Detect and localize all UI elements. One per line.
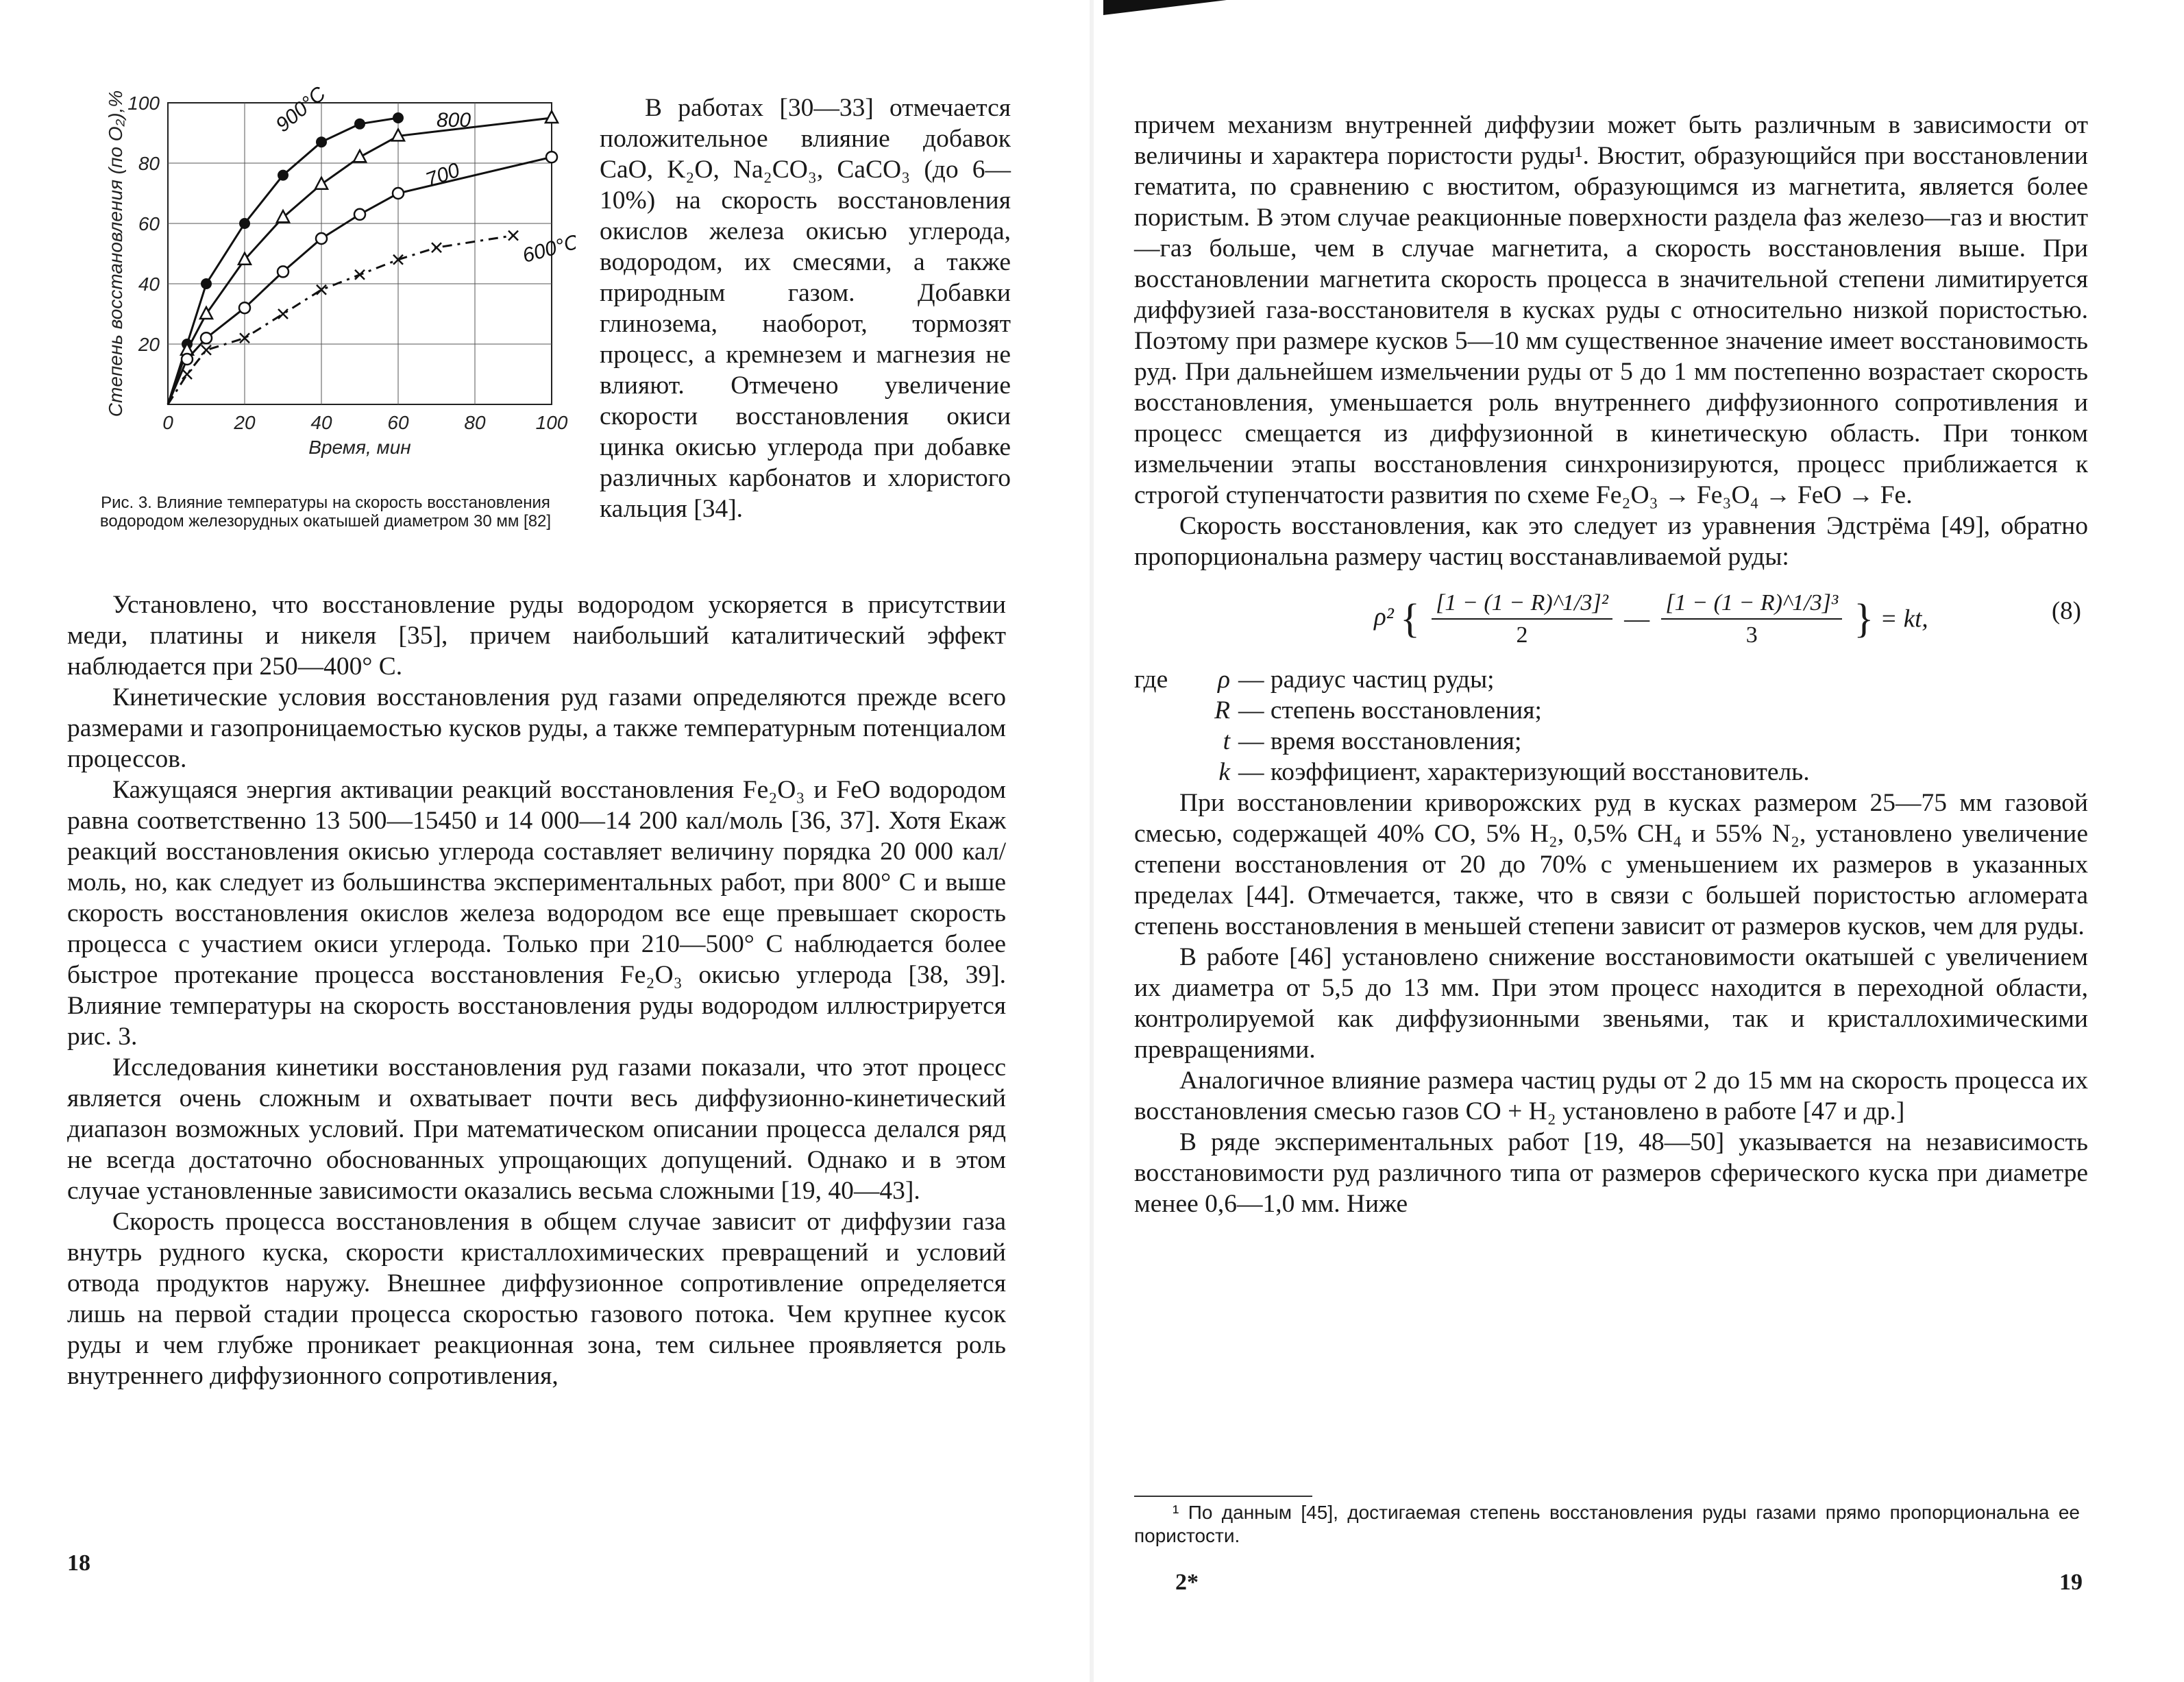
paragraph: Скорость процесса восстановления в общем случае зависит от диффузии газа внутрь рудного куска, скорости кристаллохимических превращений и условий отвода продуктов наружу. Внешнее диффузионное сопротивление определяется лишь на первой стадии процесса скоростью газового потока. Чем крупнее кусок руды и чем глубже проникает реакционная зона, тем сильнее проявляется роль внутреннего диффузионного сопротивления, xyxy=(67,1208,1006,1390)
curve-label: 900°C xyxy=(271,82,330,137)
data-point xyxy=(278,170,289,181)
y-tick-label: 60 xyxy=(138,213,160,234)
x-tick-label: 40 xyxy=(310,412,332,433)
data-point xyxy=(239,218,250,229)
edstrom-equation xyxy=(1134,575,2088,657)
data-point xyxy=(545,111,558,123)
paragraph: Исследования кинетики восстановления руд газами показали, что этот процесс является очень сложным и охватывает почти весь диффузионно-кинетический диапазон возможных условий. При математическом описании процесса делался ряд не всегда достаточно обоснованных упрощающих допущений. Однако и в этом случае установленные зависимости оказались весьма сложными [19, 40—43]. xyxy=(67,1053,1006,1205)
paragraph: причем механизм внутренней диффузии может быть различным в зависимости от величины и характера пористости руды¹. Вюстит, образующийся при восстановлении гематита, по сравнению с вюститом, образующимся из магнетита, является более пористым. В этом случае реакционные поверхности раздела фаз железо—газ и вюстит—газ больше, чем в случае магнетита, а скорость восстановления выше. При восстановлении магнетита скорость процесса в значительной степени лимитируется диффузией газа-восстановителя в кусках руды с относительно низкой пористостью. Поэтому при размере кусков 5—10 мм существенное значение имеет восстановимость руд. При дальнейшем измельчении руды от 5 до 1 мм постепенно возрастает скорость восстановления, уменьшается роль внутреннего диффузионного сопротивления и процесс смещается из диффузионной в кинетическую область. При тонком измельчении этапы восстановления синхронизируются, процесс приближается к строгой ступенчатости развития по схеме Fe₂O₃ → Fe₃O₄ → FeO → Fe. xyxy=(1134,111,2088,509)
legend-text: — радиус частиц руды; xyxy=(1238,666,1495,694)
data-point xyxy=(354,209,365,220)
data-point xyxy=(354,119,365,130)
page-number-left: 18 xyxy=(67,1550,90,1576)
figure-3 xyxy=(96,82,576,562)
legend-symbol: ρ xyxy=(1218,666,1230,694)
legend-text: — время восстановления; xyxy=(1238,727,1522,755)
paragraph: Аналогичное влияние размера частиц руды от 2 до 15 мм на скорость процесса их восстановления смесью газов CO + H₂ установлено в работе [47 и др.] xyxy=(1134,1067,2088,1125)
curve-label: 800 xyxy=(437,109,471,132)
curve-label: 700 xyxy=(422,158,463,192)
legend-row xyxy=(1134,695,2088,726)
equation-rhs: = kt, xyxy=(1880,605,1928,633)
fraction-1 xyxy=(1432,587,1612,650)
footnote: ¹ По данным [45], достигаемая степень восстановления руды газами прямо пропорциональна ее пористости. xyxy=(1134,1502,2080,1546)
where-label: где xyxy=(1134,666,1168,694)
data-point xyxy=(278,266,289,277)
x-tick-label: 80 xyxy=(464,412,486,433)
series-line xyxy=(168,157,552,404)
page-number-right: 19 xyxy=(2059,1570,2083,1595)
y-tick-label: 100 xyxy=(127,93,160,114)
paragraph: Кажущаяся энергия активации реакций восстановления Fe₂O₃ и FeO водородом равна соответственно 13 500—15450 и 14 000—14 200 кал/моль [36, 37]. Хотя Eкаж реакций восстановления окисью углерода составляет величину порядка 20 000 кал/моль, но, как следует из большинства экспериментальных работ, при 800° С и выше скорость восстановления окислов железа водородом все еще превышает скорость процесса с участием окиси углерода. Только при 210—500° С наблюдается более быстрое протекание процесса восстановления Fe₂O₃ окисью углерода [38, 39]. Влияние температуры на скорость восстановления руды водородом иллюстрируется рис. 3. xyxy=(67,776,1006,1051)
data-point xyxy=(393,188,404,199)
symbol-legend xyxy=(1134,664,2088,788)
legend-text: — коэффициент, характеризующий восстановитель. xyxy=(1238,758,1810,786)
x-tick-label: 100 xyxy=(535,412,568,433)
curve-label: 600°C xyxy=(520,230,576,267)
paragraph: В ряде экспериментальных работ [19, 48—50] указывается на независимость восстановимости руд различного типа от размеров сферического куска при диаметре менее 0,6—1,0 мм. Ниже xyxy=(1134,1128,2088,1218)
data-point xyxy=(315,178,328,189)
reduction-chart xyxy=(96,82,576,562)
x-tick-label: 60 xyxy=(387,412,409,433)
data-point xyxy=(239,302,250,313)
y-tick-label: 20 xyxy=(138,334,160,355)
data-point xyxy=(201,345,211,355)
y-tick-label: 40 xyxy=(138,273,160,295)
fraction-1-denominator: 2 xyxy=(1516,622,1528,648)
paragraph: Кинетические условия восстановления руд газами определяются прежде всего размерами и газопроницаемостью кусков руды, а также температурным потенциалом процессов. xyxy=(67,683,1006,773)
x-tick-label: 0 xyxy=(162,412,173,433)
data-point xyxy=(182,354,193,365)
x-axis-label: Время, мин xyxy=(308,437,411,458)
data-point xyxy=(277,210,289,222)
right-page xyxy=(1092,0,2184,1682)
data-point xyxy=(278,309,288,319)
footnote-rule xyxy=(1134,1496,1312,1497)
data-point xyxy=(432,243,441,252)
fraction-1-numerator: [1 − (1 − R)^1/3]² xyxy=(1432,587,1612,620)
legend-symbol: R xyxy=(1214,696,1230,724)
legend-text: — степень восстановления; xyxy=(1238,696,1542,724)
paragraph: В работах [30—33] отмечается положительное влияние добавок CaO, K₂O, Na₂CO₃, CaCO₃ (до 6—10%) на скорость восстановления окислов железа окисью углерода, водородом, их смесями, а также природным газом. Добавки глинозема, наоборот, тормозят процесс, а кремнезем и магнезия не влияют. Отмечено увеличение скорости восстановления окиси цинка окисью углерода при добавке различных карбонатов и хлористого кальция [34]. xyxy=(600,94,1011,523)
legend-symbol: k xyxy=(1218,758,1230,786)
legend-symbol: t xyxy=(1223,727,1230,755)
data-point xyxy=(393,112,404,123)
paragraph: Скорость восстановления, как это следует из уравнения Эдстрёма [49], обратно пропорциональна размеру частиц восстанавливаемой руды: xyxy=(1134,512,2088,571)
data-point xyxy=(508,231,518,241)
data-point xyxy=(546,151,557,162)
paragraph: В работе [46] установлено снижение восстановимости окатышей с увеличением их диаметра от 5,5 до 13 мм. При этом процесс находится в переходной области, контролируемой как диффузионными звеньями, так и кристаллохимическими превращениями. xyxy=(1134,943,2088,1064)
legend-row xyxy=(1134,664,2088,695)
paragraph: Установлено, что восстановление руды водородом ускоряется в присутствии меди, платины и никеля [35], причем наибольший каталитический эффект наблюдается при 250—400° С. xyxy=(67,591,1006,681)
legend-row xyxy=(1134,757,2088,788)
fraction-2 xyxy=(1661,587,1842,650)
fraction-2-denominator: 3 xyxy=(1745,622,1758,648)
data-point xyxy=(182,369,192,379)
equation-body: ρ² { $\frac{\text{[1 − (1 − R)\textasciicircum{}1/3]²}}{2}$ — $\frac{\text{[1 − (1 − R)\textasciicircum{}1/3]³}}{3}$ } = kt, xyxy=(1374,587,1928,650)
data-point xyxy=(201,278,212,289)
equation-number: (8) xyxy=(2051,597,2081,625)
x-tick-label: 20 xyxy=(234,412,256,433)
data-point xyxy=(354,150,366,162)
y-tick-label: 80 xyxy=(138,153,160,174)
y-axis-label: Степень восстановления (по O₂),% xyxy=(105,90,126,417)
signature-mark: 2* xyxy=(1175,1570,1199,1595)
data-point xyxy=(355,270,365,280)
figure-caption: Рис. 3. Влияние температуры на скорость восстановления водородом железорудных окатышей диаметром 30 мм [82] xyxy=(99,493,552,531)
right-main-text xyxy=(1134,110,2088,1219)
paragraph: При восстановлении криворожских руд в кусках размером 25—75 мм газовой смесью, содержащей 40% CO, 5% H₂, 0,5% CH₄ и 55% N₂, установлено увеличение степени восстановления от 20 до 70% с уменьшением их размеров в указанных пределах [44]. Отмечается, также, что в связи с большей пористостью агломерата степень восстановления в меньшей степени зависит от размеров кусков, чем для руды. xyxy=(1134,789,2088,940)
legend-row xyxy=(1134,726,2088,757)
equation-rho: ρ² xyxy=(1374,602,1394,631)
fraction-2-numerator: [1 − (1 − R)^1/3]³ xyxy=(1661,587,1842,620)
left-main-text xyxy=(67,589,1006,1391)
data-point xyxy=(316,136,327,147)
data-point xyxy=(316,233,327,244)
data-point xyxy=(201,332,212,343)
figure-side-text xyxy=(600,93,1011,524)
